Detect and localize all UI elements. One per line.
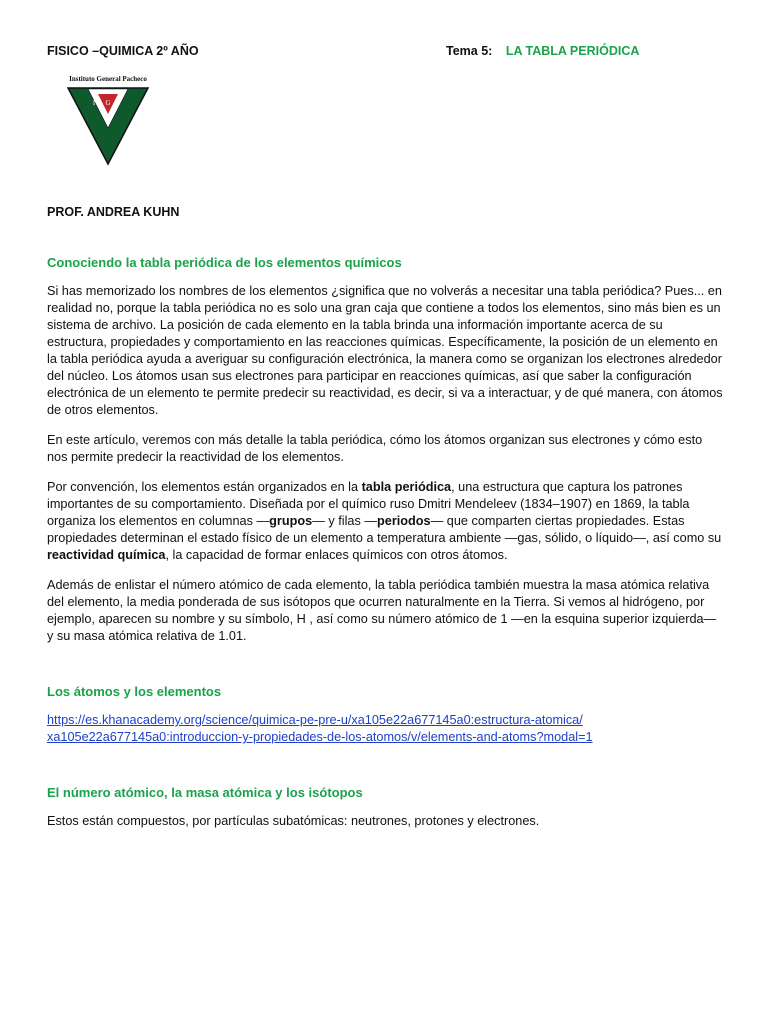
p3-text-a: Por convención, los elementos están organizados en la bbox=[47, 480, 362, 494]
p3-text-d: — y filas — bbox=[312, 514, 378, 528]
tema-title: LA TABLA PERIÓDICA bbox=[505, 44, 640, 58]
logo-institution-text: Instituto General Pacheco bbox=[69, 75, 147, 83]
p3-text-e: — que comparten ciertas propiedades. Estas propiedades determinan el estado físico de un elemento a temperatura ambiente —gas, sólido, o líquido—, así como su bbox=[47, 514, 722, 545]
khan-link-line-1[interactable]: https://es.khanacademy.org/science/quimica-pe-pre-u/xa105e22a677145a0:estructura-atomica/ bbox=[47, 713, 583, 727]
school-logo bbox=[66, 74, 150, 166]
professor-name: PROF. ANDREA KUHN bbox=[47, 205, 180, 219]
section3-paragraph-1: Estos están compuestos, por partículas subatómicas: neutrones, protones y electrones. bbox=[47, 814, 540, 828]
section3-title: El número atómico, la masa atómica y los isótopos bbox=[47, 785, 363, 800]
topic-heading bbox=[446, 44, 639, 58]
subject-heading: FISICO –QUIMICA 2º AÑO bbox=[47, 44, 199, 58]
p3-text-c: , una estructura que captura los patrones importantes de su comportamiento. Diseñada por el químico ruso Dmitri Mendeleev (1834–1907) en 1869, la tabla organiza los elementos en columnas — bbox=[47, 480, 690, 528]
p3-bold-tabla: tabla periódica bbox=[361, 480, 452, 494]
logo-letter-g: G bbox=[105, 99, 111, 107]
p3-bold-grupos: grupos bbox=[269, 514, 313, 528]
section1-paragraph-4: Además de enlistar el número atómico de cada elemento, la tabla periódica también muestra la masa atómica relativa del elemento, la media ponderada de sus isótopos que ocurren naturalmente en la Tierra. Si vemos al hidrógeno, por ejemplo, aparecen su nombre y su símbolo, H , así como su número atómico de 1 —en la esquina superior izquierda— y su masa atómica relativa de 1.01. bbox=[47, 578, 717, 643]
logo-letter-p: P bbox=[106, 117, 110, 125]
p3-bold-periodos: periodos bbox=[377, 514, 431, 528]
section1-paragraph-1: Si has memorizado los nombres de los elementos ¿significa que no volverás a necesitar una tabla periódica? Pues... en realidad no, porque la tabla periódica no es solo una gran caja que contiene a todos los elementos, sino más bien es un sistema de archivo. La posición de cada elemento en la tabla brinda una información importante acerca de su estructura, propiedades y comportamiento en las reacciones químicas. Específicamente, la posición de un elemento en la tabla periódica ayuda a averiguar su configuración electrónica, la manera como se organizan los electrones alrededor del núcleo. Los átomos usan sus electrones para participar en reacciones químicas, así que saber la configuración electrónica de un elemento te permite predecir su reactividad, es decir, si va a interactuar, y de qué manera, con átomos de otros elementos. bbox=[47, 284, 723, 417]
section2-title: Los átomos y los elementos bbox=[47, 684, 222, 699]
main-content bbox=[47, 255, 723, 843]
p3-text-f: , la capacidad de formar enlaces químicos con otros átomos. bbox=[165, 548, 508, 562]
section1-paragraph-3 bbox=[47, 479, 723, 564]
khan-link-line-2[interactable]: xa105e22a677145a0:introduccion-y-propiedades-de-los-atomos/v/elements-and-atoms?modal=1 bbox=[47, 730, 593, 744]
section1-title: Conociendo la tabla periódica de los elementos químicos bbox=[47, 255, 402, 270]
p3-bold-reactividad: reactividad química bbox=[47, 548, 166, 562]
khan-link-block[interactable] bbox=[47, 712, 723, 746]
logo-letter-i: I bbox=[92, 99, 96, 107]
tema-label: Tema 5: bbox=[446, 44, 493, 58]
section1-paragraph-2: En este artículo, veremos con más detalle la tabla periódica, cómo los átomos organizan sus electrones y cómo esto nos permite predecir la reactividad de los elementos. bbox=[47, 433, 703, 464]
